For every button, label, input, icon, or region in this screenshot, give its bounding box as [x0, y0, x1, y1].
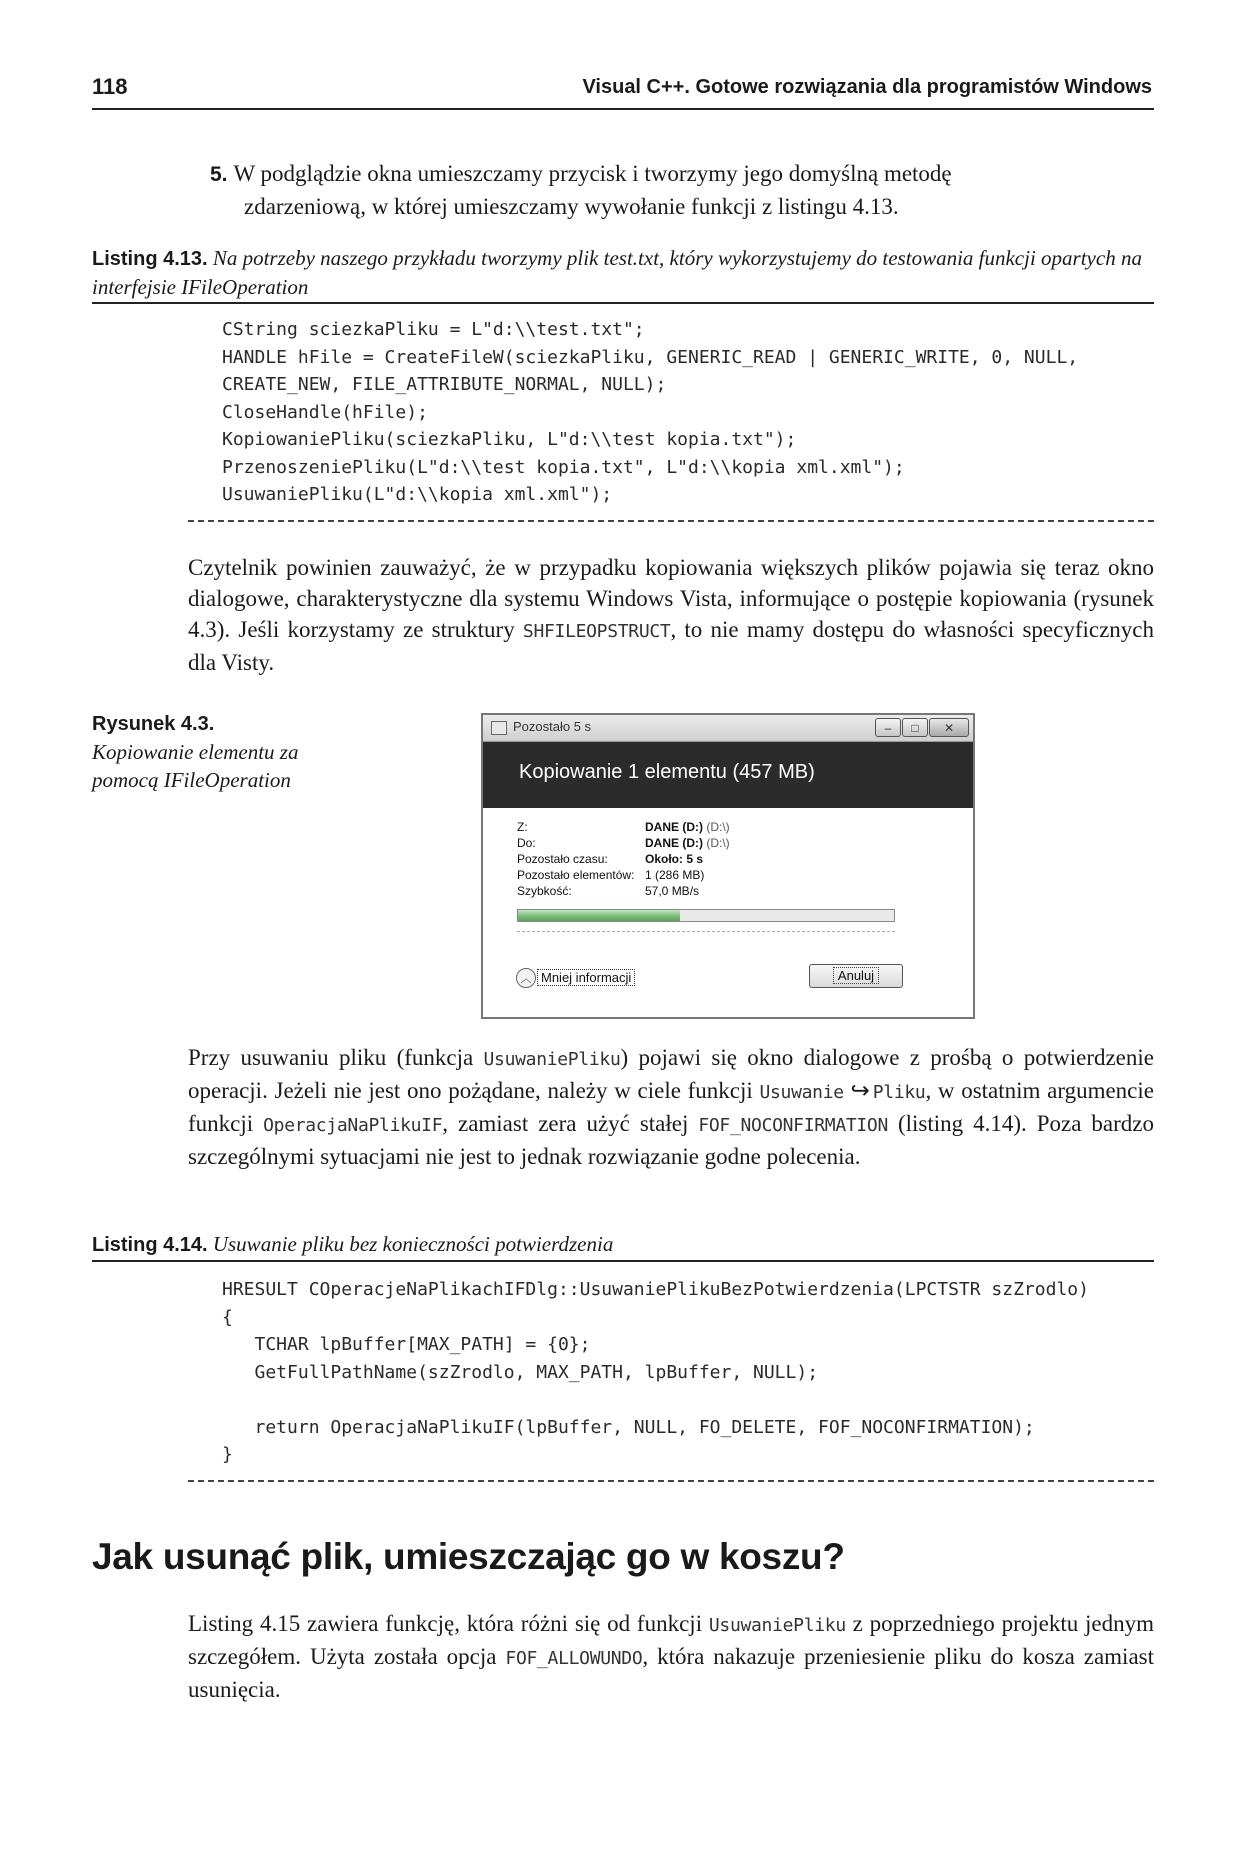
paragraph-recycle-bin [188, 1608, 1154, 1705]
listing-4-13-caption [92, 244, 1154, 301]
maximize-button[interactable]: □ [902, 718, 928, 737]
detail-key: Z: [517, 820, 528, 834]
copy-progress-dialog [481, 713, 975, 1019]
header-rule [92, 108, 1154, 110]
less-info-toggle[interactable]: Mniej informacji [537, 969, 635, 986]
inline-code: UsuwaniePliku [483, 1049, 621, 1070]
inline-code: FOF_NOCONFIRMATION [698, 1115, 889, 1136]
detail-extra: (D:\) [706, 820, 730, 834]
detail-value: DANE (D:) [645, 836, 703, 850]
dialog-details [517, 819, 730, 899]
step-number: 5. [210, 163, 228, 186]
listing-rule-bottom [188, 520, 1154, 522]
detail-key: Pozostało elementów: [517, 868, 635, 882]
detail-key: Do: [517, 836, 536, 850]
text-span: , zamiast zera użyć stałej [442, 1111, 699, 1136]
detail-row [517, 883, 730, 899]
detail-value: Około: 5 s [645, 852, 704, 866]
listing-4-14-caption [92, 1230, 1154, 1259]
listing-label: Listing 4.14. [92, 1234, 208, 1256]
divider [517, 931, 895, 932]
step-text-line1: W podglądzie okna umieszczamy przycisk i tworzymy jego domyślną metodę [233, 161, 952, 186]
detail-row [517, 835, 730, 851]
line-continuation-icon: ↪ [850, 1078, 870, 1103]
text-span: , która nakazuje przeniesienie pliku do kosza zamiast usunięcia. [188, 1644, 1154, 1702]
text-span: , to nie mamy dostępu do własności specyficznych dla Visty. [188, 617, 1155, 675]
text-span: Czytelnik powinien zauważyć, że w przypadku kopiowania większych plików pojawia się teraz okno dialogowe, charakterystyczne dla systemu Windows Vista, informujące o postępie kopiowania (rysunek 4.3). Jeśli korzystamy ze struktury [188, 555, 1154, 642]
text-span: (listing 4.14). Poza bardzo szczególnymi sytuacjami nie jest to jednak rozwiązanie godne polecenia. [188, 1111, 1154, 1169]
progress-bar [517, 909, 895, 922]
inline-code: FOF_ALLOWUNDO [505, 1648, 643, 1669]
copy-icon [491, 721, 507, 735]
cancel-label: Anuluj [833, 967, 879, 984]
cancel-button[interactable] [809, 964, 903, 988]
detail-extra: (D:\) [706, 836, 730, 850]
dialog-titlebar[interactable] [483, 715, 973, 742]
text-span: Listing 4.15 zawiera funkcję, która różni się od funkcji [188, 1611, 709, 1636]
text-span: ) pojawi się okno dialogowe z prośbą o potwierdzenie operacji. Jeżeli nie jest ono pożądane, należy w ciele funkcji [188, 1045, 1154, 1103]
running-title: Visual C++. Gotowe rozwiązania dla programistów Windows [582, 76, 1152, 98]
listing-rule-bottom [188, 1480, 1154, 1482]
page-number: 118 [92, 74, 128, 99]
step-text-line2: zdarzeniową, w której umieszczamy wywołanie funkcji z listingu 4.13. [244, 194, 899, 219]
step-5 [210, 158, 1130, 223]
chevron-up-icon[interactable]: ︿ [516, 968, 536, 988]
minimize-button[interactable]: – [875, 718, 901, 737]
section-heading: Jak usunąć plik, umieszczając go w koszu? [92, 1536, 845, 1577]
listing-label: Listing 4.13. [92, 248, 208, 270]
figure-4-3-caption [92, 710, 332, 794]
figure-caption-text: Kopiowanie elementu za pomocą IFileOperation [92, 740, 299, 792]
listing-caption-text: Na potrzeby naszego przykładu tworzymy plik test.txt, który wykorzystujemy do testowania funkcji opartych na interfejsie IFileOperation [92, 246, 1142, 299]
paragraph-vista [188, 552, 1154, 678]
dialog-heading: Kopiowanie 1 elementu (457 MB) [519, 761, 815, 783]
inline-code: UsuwaniePliku [708, 1615, 846, 1636]
detail-value: DANE (D:) [645, 820, 703, 834]
progress-fill [518, 910, 680, 921]
detail-value: 1 (286 MB) [645, 868, 705, 882]
detail-row [517, 819, 730, 835]
text-span: , w ostatnim argumencie funkcji [188, 1078, 1154, 1136]
listing-caption-text: Usuwanie pliku bez konieczności potwierdzenia [212, 1232, 614, 1256]
listing-rule-top [92, 1260, 1154, 1262]
inline-code: OperacjaNaPlikuIF [263, 1115, 443, 1136]
inline-code: Usuwanie [759, 1082, 844, 1103]
inline-code: Pliku [872, 1082, 926, 1103]
listing-rule-top [92, 302, 1154, 304]
figure-label: Rysunek 4.3. [92, 713, 215, 735]
listing-4-14-code: HRESULT COperacjeNaPlikachIFDlg::UsuwaniePlikuBezPotwierdzenia(LPCTSTR szZrodlo) { TCHAR lpBuffer[MAX_PATH] = {0}; GetFullPathName(szZrodlo, MAX_PATH, lpBuffer, NULL); return OperacjaNaPlikuIF(lpBuffer, NULL, FO_DELETE, FOF_NOCONFIRMATION); } [222, 1279, 1089, 1465]
detail-row [517, 851, 730, 867]
inline-code: SHFILEOPSTRUCT [522, 621, 671, 642]
detail-value: 57,0 MB/s [645, 884, 700, 898]
text-span: z poprzedniego projektu jednym szczegółem. Użyta została opcja [188, 1611, 1154, 1669]
detail-row [517, 867, 730, 883]
text-span: Przy usuwaniu pliku (funkcja [188, 1045, 484, 1070]
close-button[interactable]: ✕ [929, 718, 969, 737]
detail-key: Pozostało czasu: [517, 852, 608, 866]
paragraph-delete [188, 1042, 1154, 1172]
detail-key: Szybkość: [517, 884, 572, 898]
dialog-title: Pozostało 5 s [513, 719, 592, 734]
listing-4-13-code: CString sciezkaPliku = L"d:\\test.txt"; HANDLE hFile = CreateFileW(sciezkaPliku, GENERIC_READ | GENERIC_WRITE, 0, NULL, CREATE_NEW, FILE_ATTRIBUTE_NORMAL, NULL); CloseHandle(hFile); KopiowaniePliku(sciezkaPliku, L"d:\\test kopia.txt"); PrzenoszeniePliku(L"d:\\test kopia.txt", L"d:\\kopia xml.xml"); UsuwaniePliku(L"d:\\kopia xml.xml"); [222, 319, 1079, 505]
